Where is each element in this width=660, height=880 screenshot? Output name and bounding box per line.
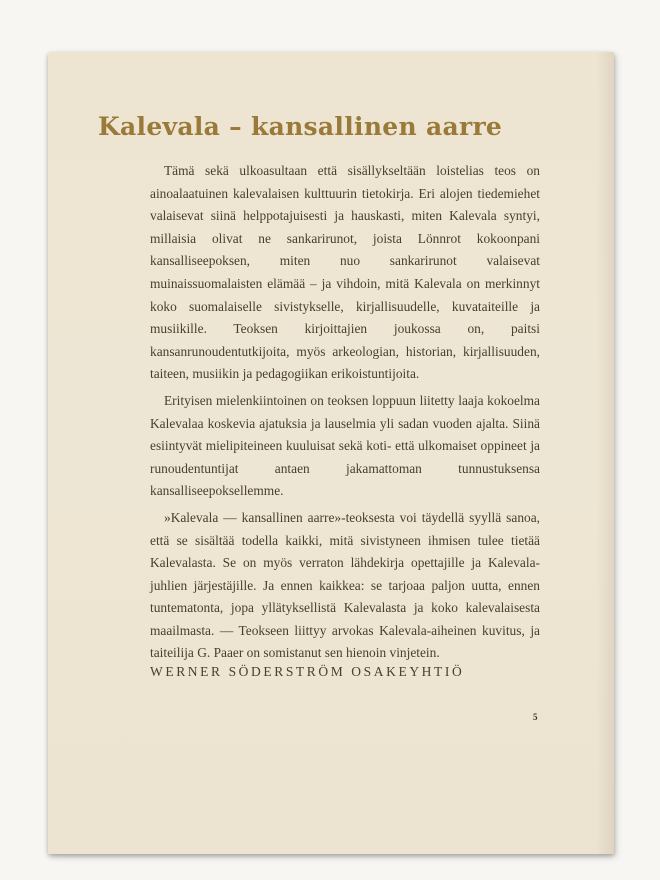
blurb-paragraph-2: Erityisen mielenkiintoinen on teoksen loppuun liitetty laaja kokoelma Kalevalaa koskevia ajatuksia ja lauselmia yli sadan vuoden ajalta. Siinä esiintyvät mielipiteineen kuuluisat sekä koti- että ulkomaiset oppineet ja runoudentuntijat antaen jakamattoman tunnustuksensa kansalliseepoksellemme. <box>150 392 540 499</box>
cover-title: Kalevala – kansallinen aarre <box>98 112 503 141</box>
publisher-name: WERNER SÖDERSTRÖM OSAKEYHTIÖ <box>150 664 465 679</box>
blurb-text <box>150 160 540 669</box>
printer-mark: 5 <box>533 712 538 722</box>
blurb-paragraph-3: »Kalevala — kansallinen aarre»-teoksesta voi täydellä syyllä sanoa, että se sisältää todella kaikki, mitä sivistyneen ihmisen tulee tietää Kalevalasta. Se on myös verraton lähdekirja opettajille ja Kalevala-juhlien järjestäjille. Ja ennen kaikkea: se tarjoaa paljon uutta, ennen tuntematonta, jopa yllätyksellistä Kalevalasta ja koko kalevalaisesta maailmasta. — Teokseen liittyy arvokas Kalevala-aiheinen kuvitus, ja taiteilija G. Paaer on somistanut sen hienoin vinjetein. <box>150 509 540 661</box>
blurb-paragraph-1: Tämä sekä ulkoasultaan että sisällykseltään loistelias teos on ainoalaatuinen kalevalaisen kulttuurin tietokirja. Eri alojen tiedemiehet valaisevat siinä helppotajuisesti ja hauskasti, miten Kalevala syntyi, millaisia olivat ne sankarirunot, joista Lönnrot kokoonpani kansalliseepoksen, miten nuo sankarirunot valaisevat muinaissuomalaisten elämää – ja vihdoin, mitä Kalevala on merkinnyt koko suomalaiselle sivistykselle, kirjallisuudelle, kuvataiteille ja musiikille. Teoksen kirjoittajien joukossa on, paitsi kansanrunoudentutkijoita, myös arkeologian, historian, kirjallisuuden, taiteen, musiikin ja pedagogiikan erikoistuntijoita. <box>150 163 540 382</box>
